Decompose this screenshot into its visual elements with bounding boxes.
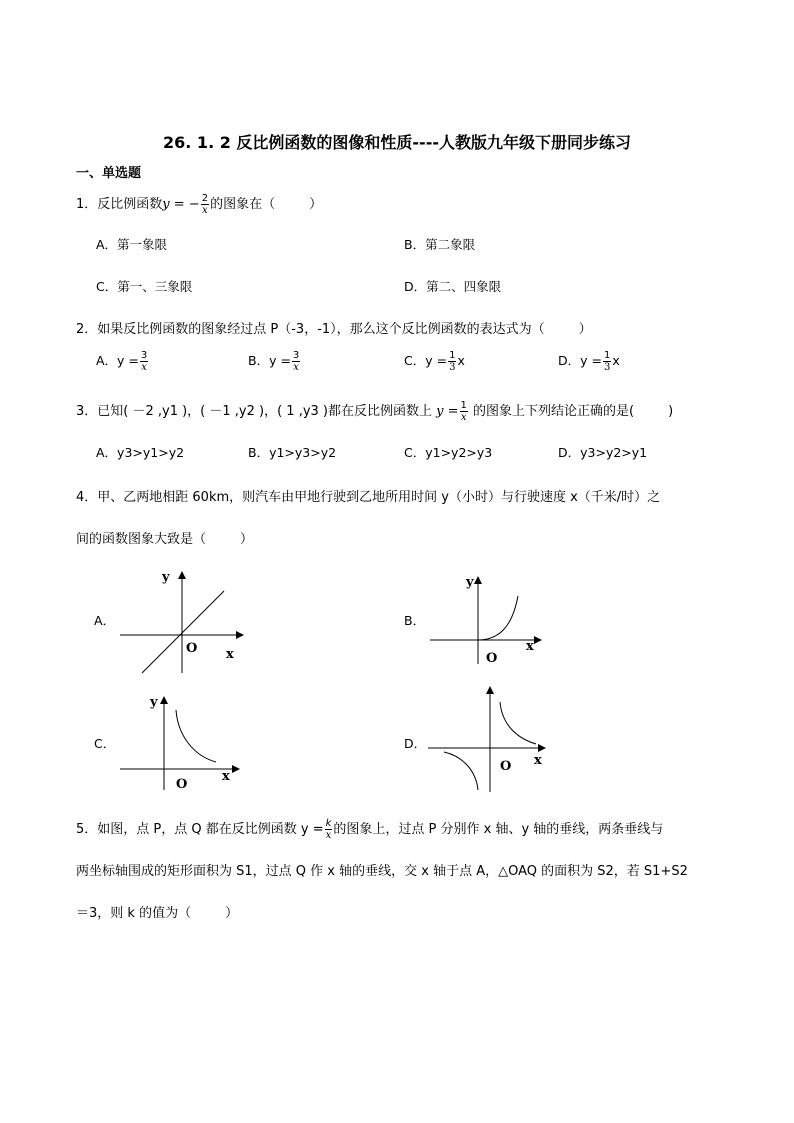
q2-option-a-pre: A．y = — [96, 353, 139, 368]
q5-fraction-den: x — [325, 830, 332, 841]
q2-option-a-den: x — [141, 362, 147, 373]
q2-option-d-num: 1 — [603, 350, 611, 361]
q2-text: 2．如果反比例函数的图象经过点 P（-3，-1），那么这个反比例函数的表达式为（ — [76, 322, 545, 337]
q2-option-a[interactable] — [96, 350, 149, 373]
q1-prefix: 1．反比例函数 — [76, 197, 163, 212]
q4-graph-c[interactable] — [118, 690, 248, 794]
graph-d-curve-q1 — [500, 702, 536, 744]
graph-c-curve — [176, 710, 216, 762]
question-3 — [76, 400, 673, 423]
graph-a-x-arrow — [236, 631, 244, 639]
graph-c-origin-label: O — [176, 777, 188, 792]
q3-lhs: y = — [436, 404, 459, 419]
q2-option-d-fraction — [603, 350, 611, 373]
q2-option-b-den: x — [293, 362, 299, 373]
q5-fraction — [325, 818, 333, 841]
q1-option-b[interactable]: B．第二象限 — [404, 237, 476, 252]
graph-b-y-arrow — [474, 576, 482, 584]
q4-graph-b[interactable] — [426, 572, 550, 668]
q3-fraction-den: x — [460, 412, 467, 423]
q4-option-b-label[interactable]: B． — [404, 613, 426, 628]
q3-text: 3．已知( －2 ,y1 )，( －1 ,y2 )，( 1 ,y3 )都在反比例函数上 — [76, 404, 432, 419]
graph-d-y-arrow — [486, 686, 494, 694]
graph-d-origin-label: O — [500, 759, 512, 774]
q3-option-c[interactable]: C．y1>y2>y3 — [404, 445, 493, 460]
q3-suffix: 的图象上下列结论正确的是( — [473, 404, 635, 419]
q2-option-c-fraction — [448, 350, 456, 373]
q2-option-b-pre: B．y = — [248, 353, 291, 368]
q4-option-c-label[interactable]: C． — [94, 736, 116, 751]
graph-a-line — [142, 591, 224, 673]
q2-option-d[interactable] — [558, 350, 620, 373]
q2-option-d-post: x — [612, 353, 620, 368]
q1-fraction — [201, 193, 209, 216]
graph-a-origin-label: O — [186, 641, 198, 656]
question-1 — [76, 193, 322, 216]
q1-lhs: y = − — [162, 197, 200, 212]
q2-option-b-fraction — [292, 350, 300, 373]
q2-option-b[interactable] — [248, 350, 301, 373]
q2-option-c[interactable] — [404, 350, 465, 373]
q1-fraction-den: x — [202, 205, 208, 216]
graph-c-y-label: y — [150, 695, 158, 710]
question-5-line-1 — [76, 818, 663, 841]
graph-a-y-arrow — [178, 571, 186, 579]
q4-option-a-label[interactable]: A． — [94, 613, 116, 628]
question-4-line-1: 4．甲、乙两地相距 60km，则汽车由甲地行驶到乙地所用时间 y（小时）与行驶速度 x（千米/时）之 — [76, 490, 661, 505]
q3-option-b[interactable]: B．y1>y3>y2 — [248, 445, 337, 460]
q3-fraction — [460, 400, 468, 423]
q2-close: ） — [578, 322, 592, 337]
q1-option-c[interactable]: C．第一、三象限 — [96, 279, 193, 294]
section-heading: 一、单选题 — [76, 166, 142, 181]
graph-b-x-arrow — [534, 636, 542, 644]
q2-option-c-den: 3 — [449, 362, 456, 373]
q4-close: ） — [240, 532, 254, 547]
q2-option-a-fraction — [140, 350, 148, 373]
graph-d-x-label: x — [534, 753, 542, 768]
q3-option-d[interactable]: D．y3>y2>y1 — [558, 445, 648, 460]
question-2 — [76, 318, 592, 337]
q1-fraction-num: 2 — [201, 193, 209, 204]
q5-fraction-num: k — [325, 818, 332, 829]
graph-d-curve-q3 — [444, 752, 478, 790]
q4-option-d-label[interactable]: D． — [404, 736, 427, 751]
q1-close: ） — [309, 197, 323, 212]
graph-b-x-label: x — [526, 639, 534, 654]
graph-b-y-label: y — [466, 575, 474, 590]
question-5-line-2: 两坐标轴围成的矩形面积为 S1，过点 Q 作 x 轴的垂线，交 x 轴于点 A，△OAQ 的面积为 S2，若 S1+S2 — [76, 864, 688, 879]
page-title: 26. 1. 2 反比例函数的图像和性质----人教版九年级下册同步练习 — [163, 133, 631, 152]
q1-option-a[interactable]: A．第一象限 — [96, 237, 168, 252]
q3-fraction-num: 1 — [460, 400, 467, 411]
q4-graph-a[interactable] — [120, 565, 250, 680]
graph-d-x-arrow — [538, 744, 546, 752]
q3-close: ) — [668, 404, 674, 419]
q2-option-b-num: 3 — [292, 350, 300, 361]
graph-c-x-arrow — [232, 765, 240, 773]
q2-option-d-pre: D．y = — [558, 353, 602, 368]
q2-option-a-num: 3 — [140, 350, 148, 361]
q1-option-d[interactable]: D．第二、四象限 — [404, 279, 502, 294]
question-4-line-2 — [76, 528, 253, 547]
q4-line-2-text: 间的函数图象大致是（ — [76, 532, 207, 547]
q5-line-1-post: 的图象上，过点 P 分别作 x 轴、y 轴的垂线，两条垂线与 — [333, 822, 664, 837]
q1-suffix: 的图象在（ — [210, 197, 276, 212]
graph-a-x-label: x — [226, 647, 234, 662]
graph-b-curve — [478, 596, 518, 640]
q5-line-3-text: ＝3，则 k 的值为（ — [76, 906, 192, 921]
graph-c-y-arrow — [160, 696, 168, 704]
q2-option-c-post: x — [457, 353, 465, 368]
question-5-line-3 — [76, 902, 238, 921]
q2-option-c-pre: C．y = — [404, 353, 448, 368]
q2-option-c-num: 1 — [449, 350, 456, 361]
q5-line-1-pre: 5．如图，点 P，点 Q 都在反比例函数 y = — [76, 822, 324, 837]
q5-close: ） — [225, 906, 239, 921]
q3-option-a[interactable]: A．y3>y1>y2 — [96, 445, 185, 460]
q2-option-d-den: 3 — [603, 362, 611, 373]
graph-a-y-label: y — [162, 570, 170, 585]
q4-graph-d[interactable] — [428, 682, 554, 796]
graph-c-x-label: x — [222, 769, 230, 784]
graph-b-origin-label: O — [486, 651, 498, 666]
